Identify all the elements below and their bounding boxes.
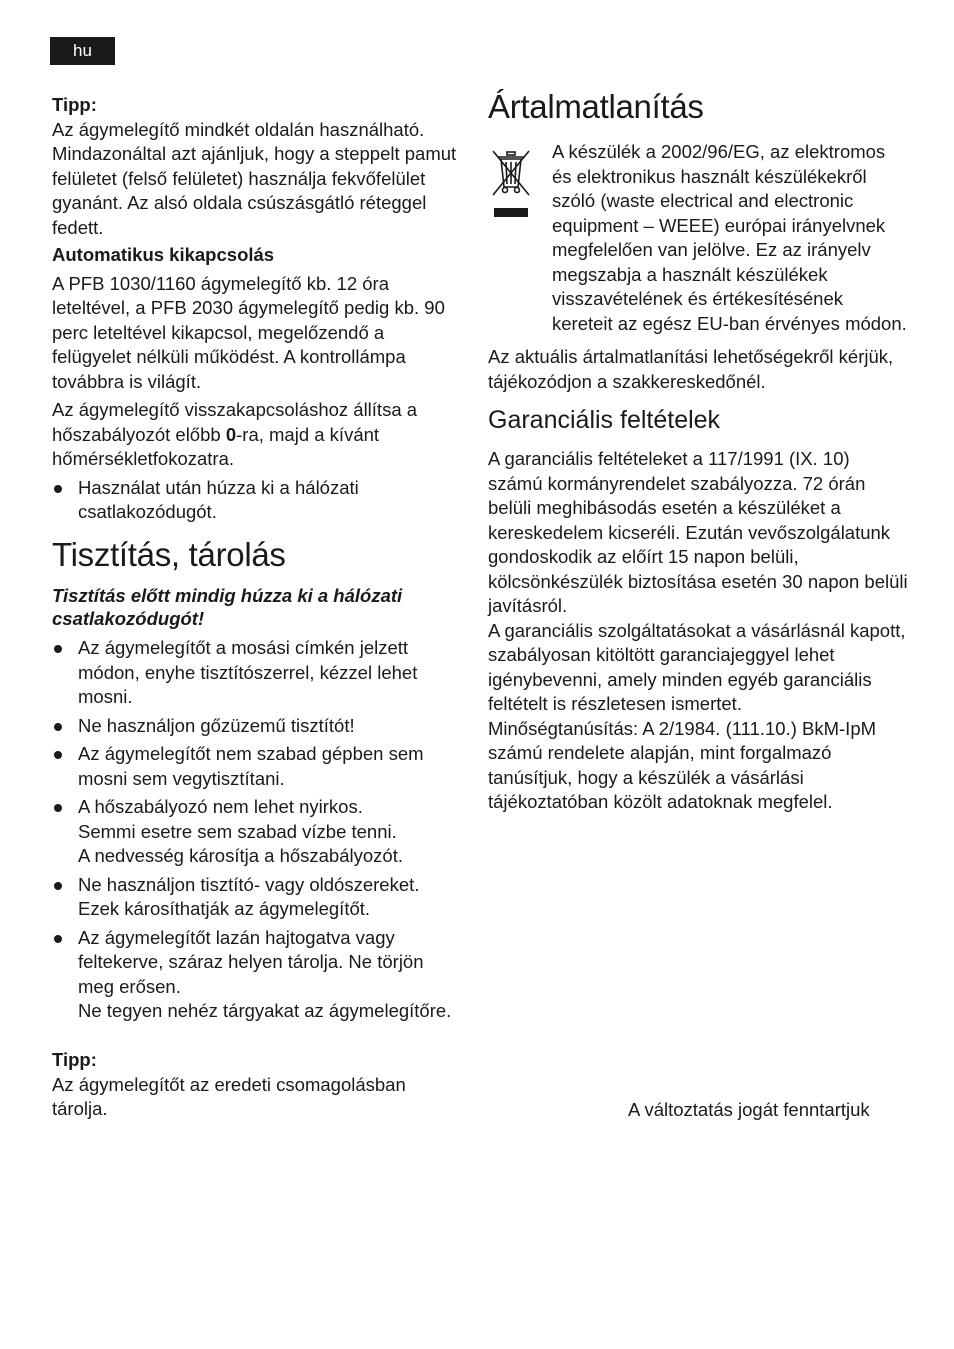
footer-note: A változtatás jogát fenntartjuk [628, 1099, 870, 1120]
weee-crossed-bin-icon [488, 148, 534, 222]
warranty-heading: Garanciális feltételek [488, 406, 721, 434]
cleaning-heading: Tisztítás, tárolás [52, 536, 286, 573]
tip-label: Tipp: [52, 94, 97, 115]
list-item: Ne használjon gőzüzemű tisztítót! [52, 714, 464, 739]
auto-off-heading: Automatikus kikapcsolás [52, 244, 275, 265]
auto-off-section [52, 243, 464, 529]
cleaning-bullets [52, 636, 464, 1024]
language-tab: hu [50, 37, 115, 65]
bullet-icon [54, 935, 62, 943]
list-item: Ne használjon tisztító- vagy oldószereket. Ezek károsíthatják az ágymelegítőt. [52, 873, 464, 922]
tip-label: Tipp: [52, 1049, 97, 1070]
bullet-icon [54, 882, 62, 890]
disposal-heading: Ártalmatlanítás [488, 88, 704, 125]
auto-off-bullets [52, 476, 464, 525]
bullet-icon [54, 751, 62, 759]
list-item: Az ágymelegítőt a mosási címkén jelzett módon, enyhe tisztítószerrel, kézzel lehet mosni. [52, 636, 464, 710]
list-item: Az ágymelegítőt lazán hajtogatva vagy feltekerve, száraz helyen tárolja. Ne törjön meg erősen. Ne tegyen nehéz tárgyakat az ágymelegítőre. [52, 926, 464, 1024]
bullet-icon [54, 645, 62, 653]
tip-text: Az ágymelegítőt az eredeti csomagolásban tárolja. [52, 1073, 406, 1119]
disposal-info: Az aktuális ártalmatlanítási lehetőségekről kérjük, tájékozódjon a szakkereskedőnél. [488, 346, 894, 392]
zero-setting: 0 [225, 423, 237, 445]
bullet-icon [54, 804, 62, 812]
list-item: A hőszabályozó nem lehet nyirkos. Semmi esetre sem szabad vízbe tenni. A nedvesség károsítja a hőszabályozót. [52, 795, 464, 869]
list-item: Az ágymelegítőt nem szabad gépben sem mosni sem vegytisztítani. [52, 742, 464, 791]
tip-section-2 [52, 1048, 464, 1122]
bullet-icon [54, 723, 62, 731]
weee-text: A készülék a 2002/96/EG, az elektromos és elektronikus használt készülékekről szóló (waste electrical and electronic equipment – WEEE) európai irányelvnek megfelelően van jelölve. Ez az irányelv megszabja a használt készülékek visszavételének és értékesítésének kereteit az egész EU-ban érvényes módon. [552, 141, 907, 334]
cleaning-section [52, 536, 464, 1028]
auto-off-paragraph-1: A PFB 1030/1160 ágymelegítő kb. 12 óra leteltével, a PFB 2030 ágymelegítő pedig kb. 90 perc leteltével kikapcsol, megelőzendő a felügyelet nélküli működést. A kontrollámpa továbbra is világít. [52, 272, 445, 392]
bullet-icon [54, 485, 62, 493]
tip-text: Az ágymelegítő mindkét oldalán használható. Mindazonáltal azt ajánljuk, hogy a steppelt pamut felületet (felső felületet) használja fekvőfelület gyanánt. Az alsó oldala csúszásgátló réteggel fedett. [52, 118, 457, 238]
cleaning-warning: Tisztítás előtt mindig húzza ki a hálózati csatlakozódugót! [52, 585, 403, 629]
list-item: Használat után húzza ki a hálózati csatlakozódugót. [52, 476, 464, 525]
auto-off-paragraph-2: Az ágymelegítő visszakapcsoláshoz állítsa a hőszabályozót előbb 0-ra, majd a kívánt hőmérsékletfokozatra. [52, 399, 418, 469]
warranty-text: A garanciális feltételeket a 117/1991 (IX. 10) számú kormányrendelet szabályozza. 72 órán belüli meghibásodás esetén a készüléket a kereskedelem kicseréli. Ezután vevőszolgálatunk gondoskodik az előírt 15 napon belüli, kölcsönkészülék biztosítása esetén 30 napon belüli javításról. A garanciális szolgáltatásokat a vásárlásnál kapott, szabályosan kitöltött garanciajeggyel lehet igénybevenni, amely minden egyéb garanciális feltételt is részletesen ismertet. Minőségtanúsítás: A 2/1984. (111.10.) BkM-IpM számú rendelete alapján, mint forgalmazó tanúsítjuk, hogy a készülék a vásárlási tájékoztatóban közölt adatoknak megfelel. [488, 448, 908, 812]
tip-section-1 [52, 93, 464, 240]
